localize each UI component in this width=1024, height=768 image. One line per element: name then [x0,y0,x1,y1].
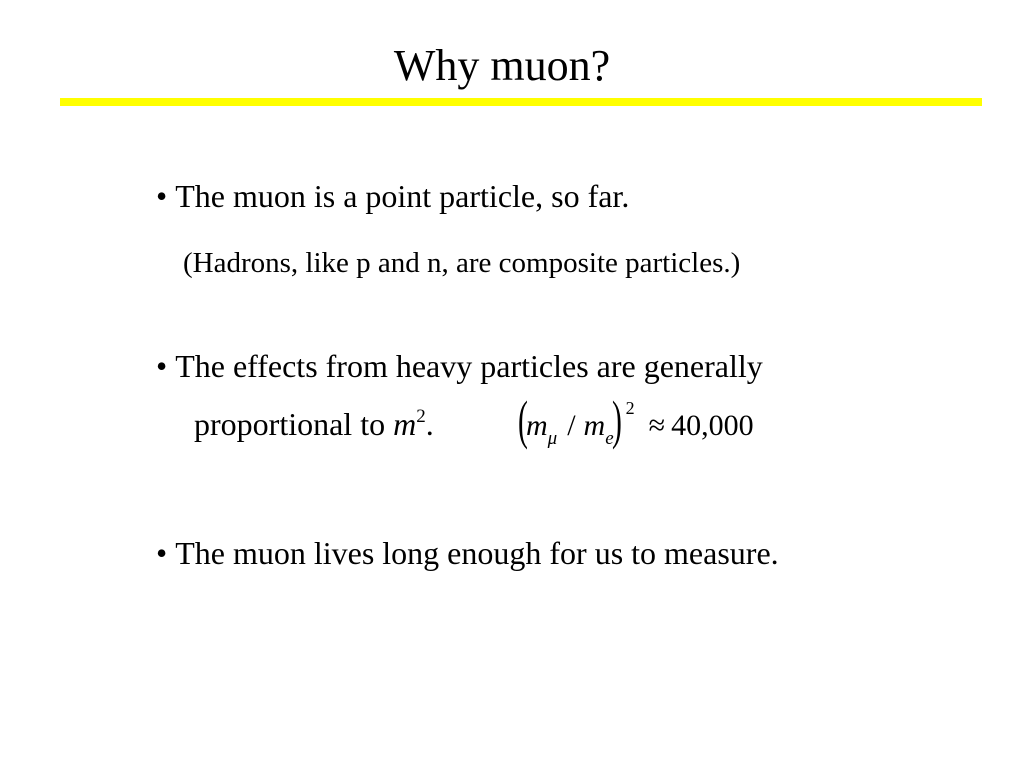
formula-open-paren: ( [518,390,528,450]
formula-approx-sign: ≈ [648,409,666,442]
mass-ratio-formula [514,392,754,460]
formula-electron-mass: m [583,409,606,442]
bullet-note-hadrons: (Hadrons, like p and n, are composite particles.) [183,247,741,279]
bullet-text: The muon lives long enough for us to measure. [175,535,779,571]
title-underline [60,98,982,106]
slide-title: Why muon? [393,41,611,90]
formula-exponent: 2 [625,398,635,418]
bullet-marker: • [156,178,168,214]
bullet-heavy-particles [156,346,763,386]
continuation-period: . [425,406,434,442]
bullet-continuation [194,404,434,444]
bullet-marker: • [156,348,168,384]
formula-muon-subscript: μ [547,428,558,449]
bullet-muon-lifetime [156,533,779,573]
bullet-marker: • [156,535,168,571]
formula-close-paren: ) [611,390,622,450]
formula-divider: / [567,409,576,442]
mass-exponent: 2 [416,406,426,427]
mass-variable: m [393,406,417,442]
bullet-point-particle [156,176,629,216]
formula-muon-mass: m [525,409,548,442]
bullet-text: The effects from heavy particles are generally [175,348,763,384]
formula-electron-subscript: e [605,428,614,449]
formula-value: 40,000 [671,409,754,442]
continuation-text: proportional to [194,406,394,442]
bullet-text: The muon is a point particle, so far. [175,178,630,214]
